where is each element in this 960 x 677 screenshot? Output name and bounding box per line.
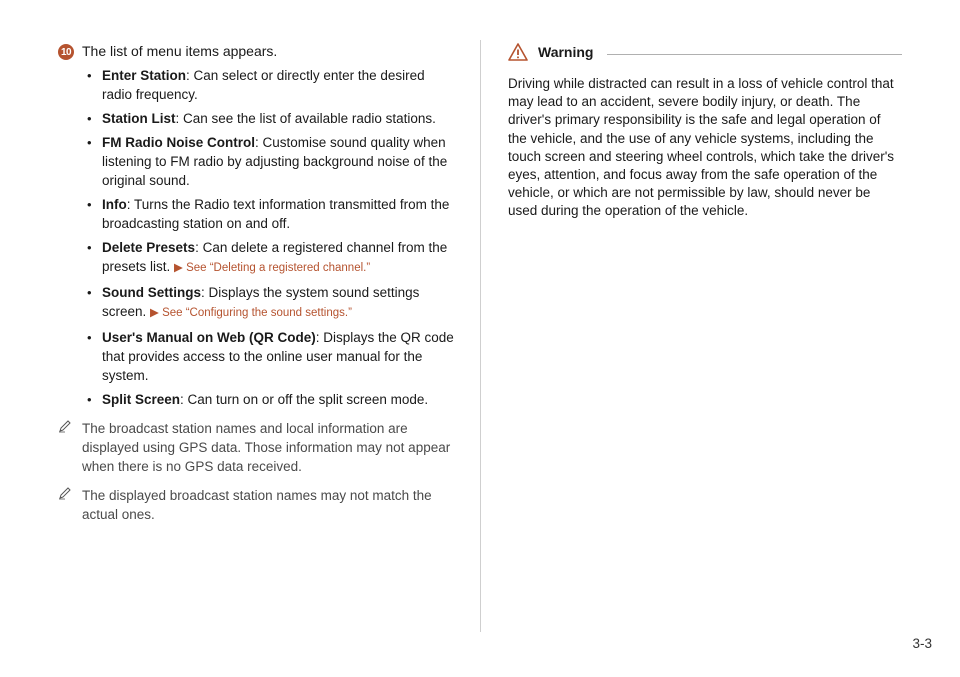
menu-item-desc: : Can delete a registered channel from the presets list. [102, 240, 448, 274]
menu-item-info [85, 195, 458, 233]
see-reference-link[interactable]: ▶ See “Deleting a registered channel.” [174, 262, 371, 274]
note-gps [58, 419, 458, 476]
menu-item-term: Sound Settings [102, 285, 201, 300]
menu-item-sound-settings [85, 283, 458, 323]
step-text: The list of menu items appears. [82, 43, 278, 59]
warning-body: Driving while distracted can result in a loss of vehicle control that may lead to an accident, severe bodily injury, or death. The driver's primary responsibility is the safe and legal operation of the vehicle, and the use of any vehicle systems, including the touch screen and steering wheel controls, which take the driver's eyes, attention, and focus away from the safe operation of the vehicle, or which are not permissible by law, should never be used during the operation of the vehicle. [508, 76, 895, 219]
note-text: The broadcast station names and local information are displayed using GPS data. Those information may not appear when there is no GPS data received. [82, 421, 451, 474]
pencil-note-icon [58, 486, 82, 504]
menu-item-desc: : Displays the system sound settings screen. [102, 285, 420, 319]
column-divider [480, 40, 481, 632]
menu-item-desc: : Customise sound quality when listening to FM radio by adjusting background noise of the original sound. [102, 135, 448, 188]
step-10 [58, 42, 458, 61]
right-column [508, 42, 902, 221]
menu-item-desc: : Turns the Radio text information transmitted from the broadcasting station on and off. [102, 197, 450, 231]
menu-item-desc: : Displays the QR code that provides access to the online user manual for the system. [102, 330, 454, 383]
warning-rule [607, 54, 902, 55]
menu-item-users-manual-qr [85, 328, 458, 385]
left-column [58, 42, 458, 524]
menu-item-fm-noise-control [85, 133, 458, 190]
pencil-note-icon [58, 419, 82, 437]
menu-item-term: Split Screen [102, 392, 181, 407]
see-reference-link[interactable]: ▶ See “Configuring the sound settings.” [150, 307, 352, 319]
note-station-names [58, 486, 458, 524]
warning-triangle-icon [508, 43, 528, 61]
page-number: 3-3 [912, 636, 932, 651]
warning-header [508, 42, 902, 62]
menu-item-term: Station List [102, 111, 176, 126]
menu-item-desc: : Can see the list of available radio stations. [175, 111, 436, 126]
menu-item-split-screen [85, 390, 458, 409]
note-text: The displayed broadcast station names may not match the actual ones. [82, 488, 432, 522]
menu-item-term: FM Radio Noise Control [102, 135, 255, 150]
menu-item-desc: : Can select or directly enter the desired radio frequency. [102, 68, 425, 102]
step-number-badge: 10 [58, 44, 74, 60]
menu-item-delete-presets [85, 238, 458, 278]
menu-item-list [58, 66, 458, 409]
menu-item-station-list [85, 109, 458, 128]
menu-item-term: User's Manual on Web (QR Code) [102, 330, 316, 345]
menu-item-term: Info [102, 197, 127, 212]
menu-item-term: Delete Presets [102, 240, 196, 255]
warning-title: Warning [538, 44, 594, 60]
menu-item-enter-station [85, 66, 458, 104]
menu-item-desc: : Can turn on or off the split screen mode. [180, 392, 429, 407]
menu-item-term: Enter Station [102, 68, 187, 83]
